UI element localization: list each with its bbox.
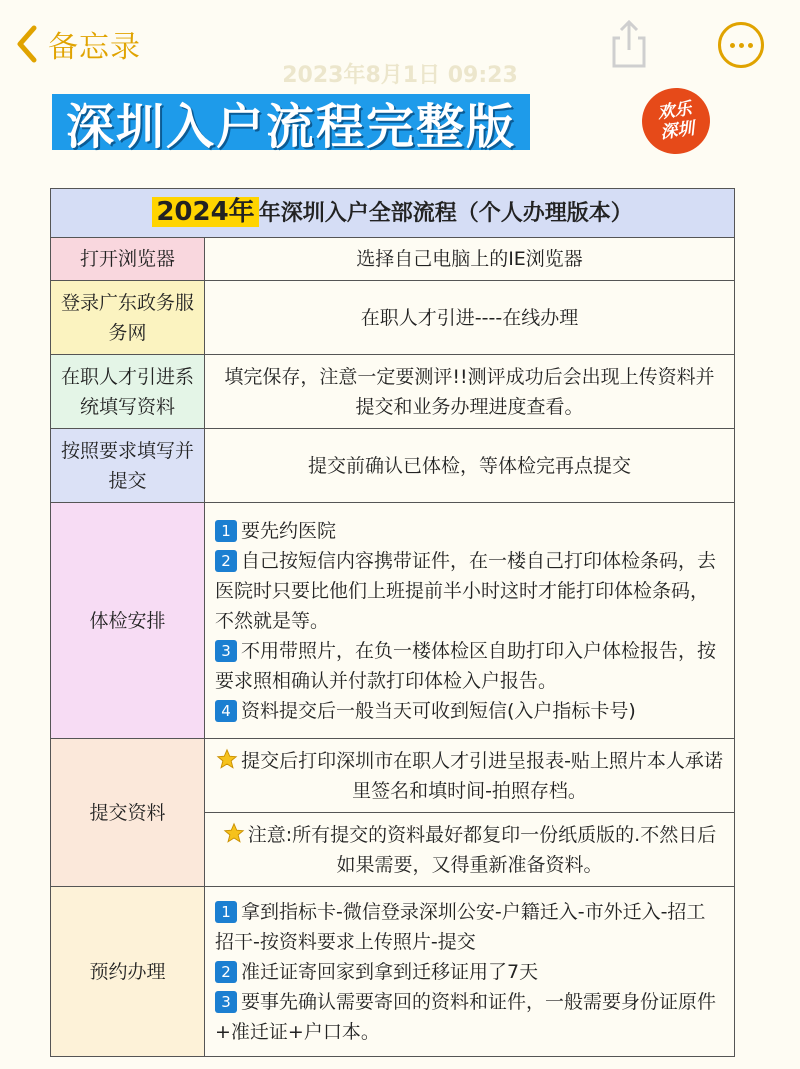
row-label: 按照要求填写并提交 (51, 429, 205, 503)
table-header-row (51, 189, 735, 238)
more-button[interactable] (718, 22, 764, 68)
back-label: 备忘录 (48, 30, 141, 65)
more-icon (730, 43, 735, 48)
number-badge-icon: 3 (215, 640, 237, 662)
star-icon (216, 748, 238, 770)
row-label: 打开浏览器 (51, 238, 205, 281)
list-item: 2 准迁证寄回家到拿到迁移证用了7天 (215, 957, 724, 987)
top-bar (0, 0, 800, 92)
process-table (50, 188, 735, 1057)
hero-title: 深圳入户流程完整版 (66, 98, 517, 155)
table-row (51, 739, 735, 813)
table-row (51, 887, 735, 1057)
row-label: 在职人才引进系统填写资料 (51, 355, 205, 429)
list-item: 1 要先约医院 (215, 516, 724, 546)
hero-title-banner (52, 94, 530, 155)
table-row (51, 281, 735, 355)
table-row (51, 238, 735, 281)
row-value: 在职人才引进----在线办理 (205, 281, 735, 355)
list-item: 2 自己按短信内容携带证件，在一楼自己打印体检条码，去医院时只要比他们上班提前半小时这时才能打印体检条码，不然就是等。 (215, 549, 717, 632)
row-note: 提交后打印深圳市在职人才引进呈报表-贴上照片本人承诺里签名和填时间-拍照存档。 (205, 739, 735, 813)
row-label: 预约办理 (51, 887, 205, 1057)
row-label: 登录广东政务服务网 (51, 281, 205, 355)
table-row (51, 429, 735, 503)
row-label: 体检安排 (51, 503, 205, 739)
table-row (51, 503, 735, 739)
row-label: 提交资料 (51, 739, 205, 887)
row-value: 提交前确认已体检，等体检完再点提交 (205, 429, 735, 503)
number-badge-icon: 1 (215, 901, 237, 923)
number-badge-icon: 2 (215, 961, 237, 983)
brand-logo: 欢乐 深圳 (638, 84, 715, 159)
table-row (51, 355, 735, 429)
list-item: 1 拿到指标卡-微信登录深圳公安-户籍迁入-市外迁入-招工招干-按资料要求上传照片-提交 (215, 900, 706, 953)
list-item: 3 要事先确认需要寄回的资料和证件，一般需要身份证原件 +准迁证+户口本。 (215, 990, 717, 1043)
row-value-list (205, 503, 735, 739)
header-title: 年深圳入户全部流程（个人办理版本） (258, 201, 633, 226)
row-note: 注意:所有提交的资料最好都复印一份纸质版的.不然日后如果需要，又得重新准备资料。 (205, 813, 735, 887)
number-badge-icon: 4 (215, 700, 237, 722)
row-value: 填完保存，注意一定要测评!!测评成功后会出现上传资料并提交和业务办理进度查看。 (205, 355, 735, 429)
note-date: 2023年8月1日 09:23 (282, 63, 518, 88)
header-year: 2024年 (152, 197, 258, 227)
number-badge-icon: 3 (215, 991, 237, 1013)
list-item: 4 资料提交后一般当天可收到短信(入户指标卡号) (215, 696, 724, 726)
share-icon (608, 18, 650, 70)
star-icon (223, 822, 245, 844)
row-value: 选择自己电脑上的IE浏览器 (205, 238, 735, 281)
share-button[interactable] (608, 18, 650, 74)
list-item: 3 不用带照片，在负一楼体检区自助打印入户体检报告，按要求照相确认并付款打印体检入户报告。 (215, 639, 717, 692)
table-header (51, 189, 735, 238)
number-badge-icon: 1 (215, 520, 237, 542)
row-value-list (205, 887, 735, 1057)
number-badge-icon: 2 (215, 550, 237, 572)
